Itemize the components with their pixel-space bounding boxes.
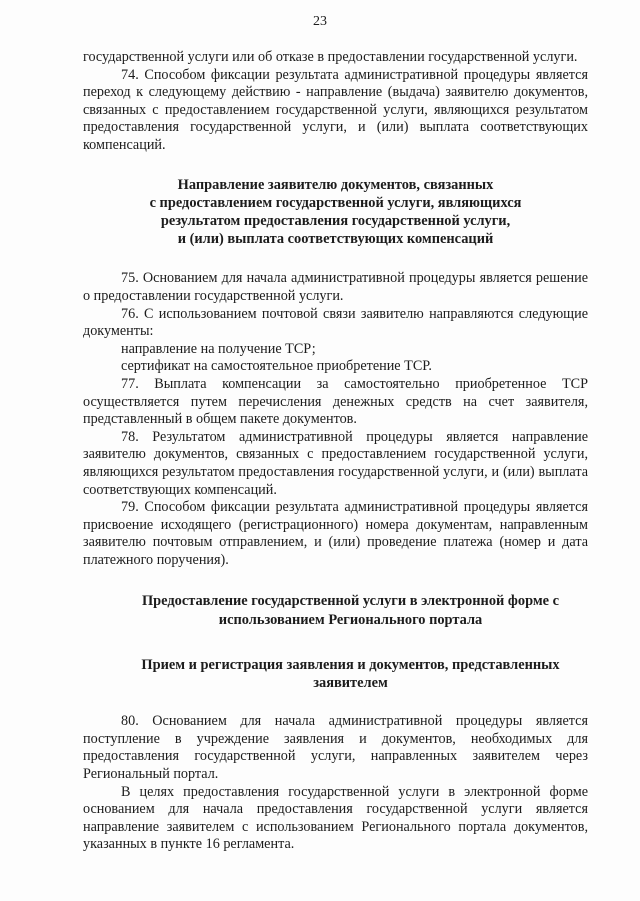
section-heading-documents-delivery (83, 176, 588, 249)
section-heading-electronic-form: Предоставление государственной услуги в электронной форме с использованием Регионального портала (141, 593, 560, 628)
page-number: 23 (313, 14, 327, 29)
paragraph-continuation: государственной услуги или об отказе в предоставлении государственной услуги. (83, 49, 578, 65)
paragraph-80: 80. Основанием для начала административной процедуры является поступление в учреждение заявления и документов, необходимых для предоставления государственной услуги, направленных заявителем через Региональный портал. (83, 713, 588, 783)
paragraph-77: 77. Выплата компенсации за самостоятельно приобретенное ТСР осуществляется путем перечисления денежных средств на счет заявителя, представленный в общем пакете документов. (83, 375, 588, 428)
paragraph-74: 74. Способом фиксации результата административной процедуры является переход к следующему действию - направление (выдача) заявителю документов, связанных с предоставлением государственной услуги, являющихся результатом предоставления государственной услуги, и (или) выплата соответствующих компенсаций. (83, 66, 588, 153)
paragraph-78: 78. Результатом административной процедуры является направление заявителю документов, связанных с предоставлением государственной услуги, являющихся результатом предоставления государственной услуги, и (или) выплата соответствующих компенсаций. (83, 428, 588, 498)
document-body (83, 49, 588, 854)
heading-line: и (или) выплата соответствующих компенсаций (177, 231, 494, 248)
paragraph-81: В целях предоставления государственной услуги в электронной форме основанием для начала предоставления государственной услуги является направление заявителем с использованием Регионального портала документов, указанных в пункте 16 регламента. (83, 783, 588, 853)
heading-line: Направление заявителю документов, связанных (177, 176, 494, 193)
list-item: направление на получение ТСР; (121, 340, 316, 357)
subsection-heading-application-intake: Прием и регистрация заявления и документов, представленных заявителем (141, 656, 560, 692)
paragraph-79: 79. Способом фиксации результата административной процедуры является присвоение исходящего (регистрационного) номера документам, направленным заявителю почтовым отправлением, и (или) проведение платежа (номер и дата платежного поручения). (83, 499, 588, 568)
paragraph-75: 75. Основанием для начала административной процедуры является решение о предоставлении государственной услуги. (83, 270, 588, 304)
heading-line: результатом предоставления государственной услуги, (160, 212, 511, 229)
list-item: сертификат на самостоятельное приобретение ТСР. (121, 358, 432, 375)
paragraph-76: 76. С использованием почтовой связи заявителю направляются следующие документы: (83, 305, 588, 340)
heading-line: с предоставлением государственной услуги, являющихся (149, 194, 522, 211)
